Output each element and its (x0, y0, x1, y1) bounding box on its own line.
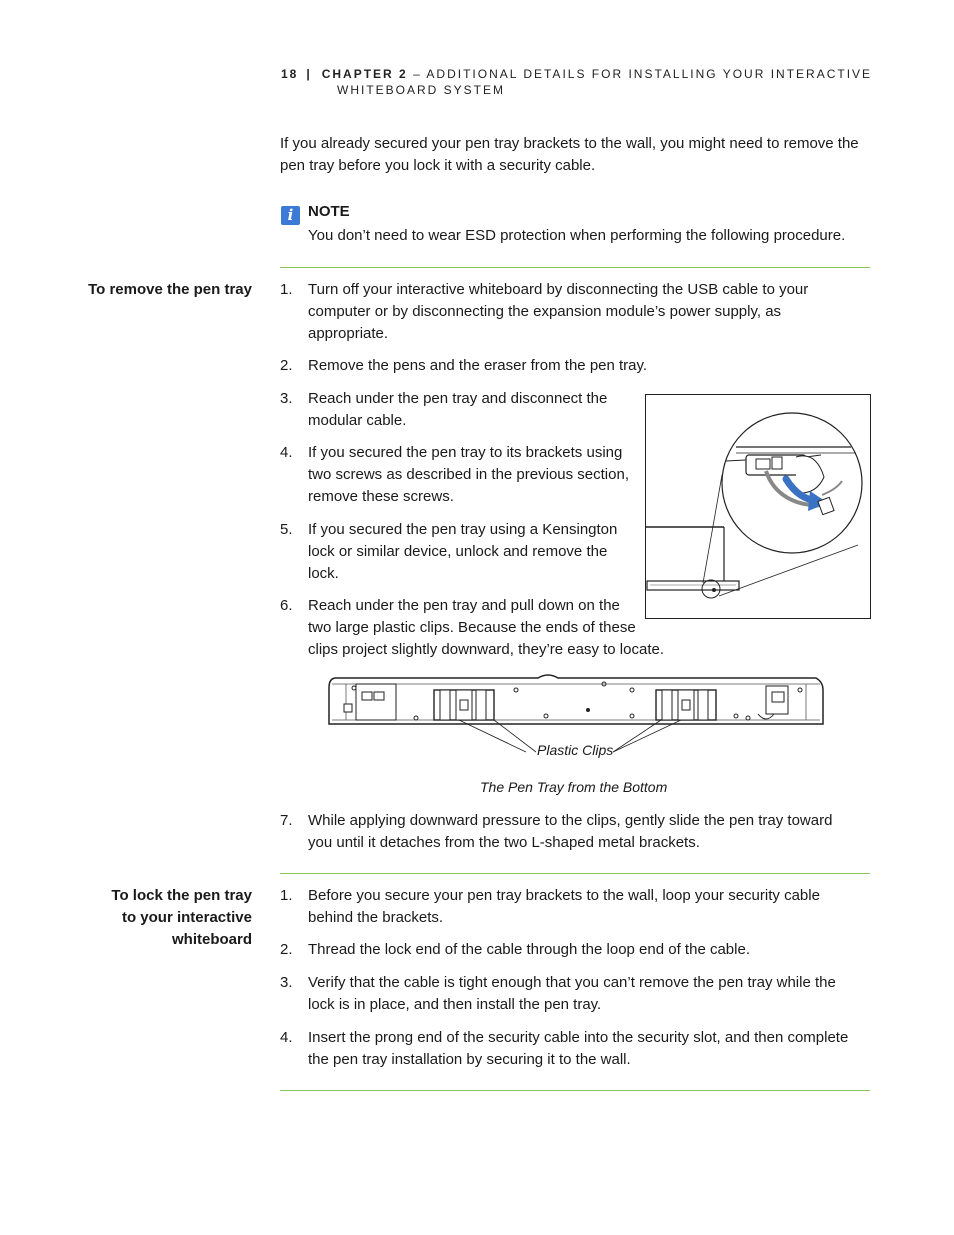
note-text: You don’t need to wear ESD protection when performing the following procedure. (308, 227, 846, 244)
list-item (280, 388, 640, 432)
step-number: 2. (280, 941, 293, 958)
step-text: Turn off your interactive whiteboard by disconnecting the USB cable to your computer or by disconnecting the expansion module’s power supply, as appropriate. (308, 281, 809, 342)
step-number: 4. (280, 1029, 293, 1046)
list-item (280, 972, 870, 1016)
lock-heading-line1: To lock the pen tray (111, 887, 252, 904)
section-divider (280, 1090, 870, 1091)
step-text: Remove the pens and the eraser from the pen tray. (308, 357, 648, 374)
step-text: Verify that the cable is tight enough that you can’t remove the pen tray while the lock is in place, and then install the pen tray. (308, 974, 836, 1013)
list-item (280, 1027, 870, 1071)
section-divider (280, 267, 870, 268)
step-number: 1. (280, 281, 293, 298)
list-item (280, 279, 870, 345)
plastic-clips-label: Plastic Clips (537, 742, 614, 758)
page-number: 18 (281, 67, 299, 81)
step-text: Reach under the pen tray and disconnect the modular cable. (308, 390, 608, 429)
list-item (280, 355, 870, 377)
list-item (280, 810, 870, 854)
step-text-line: Reach under the pen tray and pull down on the (308, 597, 620, 614)
info-icon: i (281, 206, 300, 225)
step-text: While applying downward pressure to the clips, gently slide the pen tray toward you until it detaches from the two L-shaped metal brackets. (308, 812, 833, 851)
step-number: 7. (280, 812, 293, 829)
list-item (280, 939, 870, 961)
intro-paragraph: If you already secured your pen tray brackets to the wall, you might need to remove the pen tray before you lock it with a security cable. (280, 135, 859, 174)
lock-heading-line3: whiteboard (171, 931, 252, 948)
step-text: If you secured the pen tray using a Kensington lock or similar device, unlock and remove the lock. (308, 521, 618, 582)
step-text: Before you secure your pen tray brackets to the wall, loop your security cable behind the brackets. (308, 887, 820, 926)
pen-tray-detail-figure (645, 394, 871, 619)
section-divider (280, 873, 870, 874)
step-text: Thread the lock end of the cable through the loop end of the cable. (308, 941, 750, 958)
list-item (280, 442, 640, 508)
figure-caption: The Pen Tray from the Bottom (480, 779, 668, 795)
list-item (280, 519, 640, 585)
step-number: 1. (280, 887, 293, 904)
step-number: 4. (280, 444, 293, 461)
step-text-line: two large plastic clips. Because the ends of these (308, 619, 636, 636)
list-item (280, 885, 870, 929)
running-header (281, 66, 881, 98)
chapter-label: CHAPTER 2 (321, 67, 408, 81)
chapter-title-line1: – ADDITIONAL DETAILS FOR INSTALLING YOUR INTERACTIVE (413, 67, 873, 81)
step-number: 6. (280, 597, 293, 614)
step-text: Insert the prong end of the security cable into the security slot, and then complete the pen tray installation by securing it to the wall. (308, 1029, 849, 1068)
lock-section-heading (52, 885, 252, 951)
step-number: 3. (280, 390, 293, 407)
lock-heading-line2: to your interactive (121, 909, 252, 926)
remove-section-heading: To remove the pen tray (88, 281, 252, 298)
header-separator: | (306, 67, 312, 81)
step-text-line: clips project slightly downward, they’re easy to locate. (308, 641, 665, 658)
pen-tray-detail-illustration (646, 395, 870, 618)
step-number: 3. (280, 974, 293, 991)
step-text: If you secured the pen tray to its brackets using two screws as described in the previous section, remove these screws. (308, 444, 629, 505)
step-number: 2. (280, 357, 293, 374)
chapter-title-line2: WHITEBOARD SYSTEM (337, 83, 506, 97)
step-number: 5. (280, 521, 293, 538)
note-title: NOTE (308, 203, 350, 220)
